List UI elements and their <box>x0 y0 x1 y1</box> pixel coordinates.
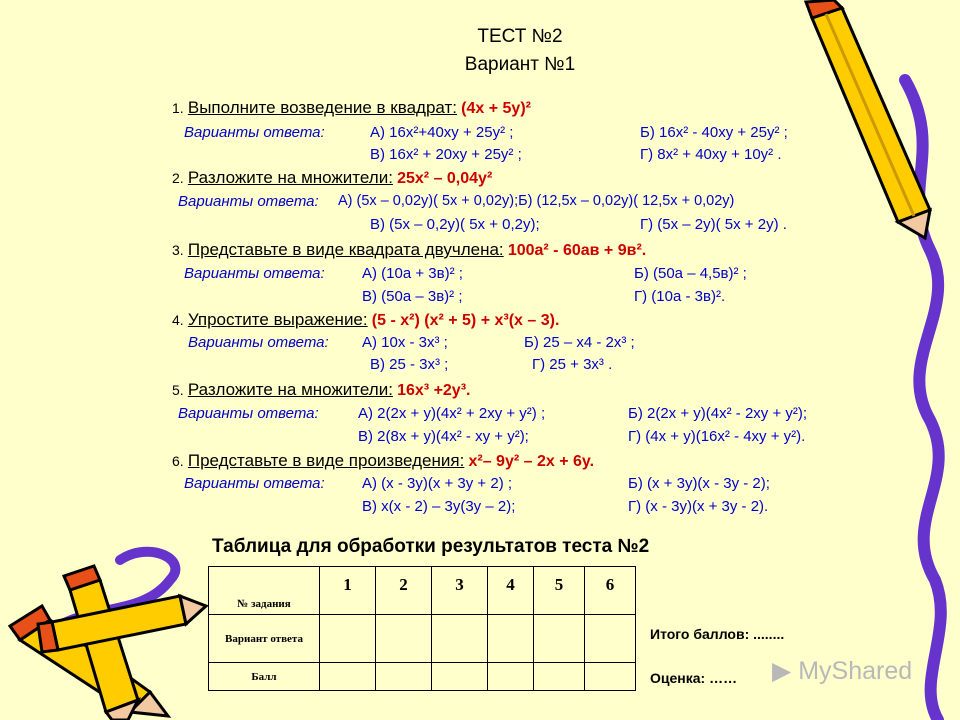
task-3 <box>172 240 646 260</box>
answers-label: Варианты ответа: <box>188 334 329 351</box>
task-text: Упростите выражение: <box>187 310 368 329</box>
answer-d: Г) 25 + 3x³ . <box>532 356 613 373</box>
watermark <box>772 656 912 686</box>
col-header-task: № задания <box>209 567 320 615</box>
row-label-answer: Вариант ответа <box>209 615 320 663</box>
answer-d: Г) (4x + y)(16x² - 4xy + y²). <box>628 428 806 445</box>
answer-b: Б) 25 – x4 - 2x³ ; <box>524 334 635 351</box>
watermark-text: MyShared <box>798 657 913 685</box>
answer-c: В) (50a – 3в)² ; <box>362 288 463 305</box>
task-5 <box>172 380 470 400</box>
task-6 <box>172 451 594 471</box>
answers-label: Варианты ответа: <box>178 193 319 210</box>
answer-d: Г) (x - 3y)(x + 3y - 2). <box>628 498 769 515</box>
answer-d: Г) 8x² + 40xy + 10y² . <box>640 146 782 163</box>
answer-b: Б) 16x² - 40xy + 25y² ; <box>640 124 788 141</box>
task-text: Представьте в виде произведения: <box>187 451 465 470</box>
answer-d: Г) (10a - 3в)². <box>634 288 726 305</box>
answer-a: А) 10x - 3x³ ; <box>362 334 448 351</box>
col-1: 1 <box>320 567 376 615</box>
answer-cell-5[interactable] <box>534 615 585 663</box>
task-expression: (4x + 5y)² <box>461 100 531 117</box>
task-text: Разложите на множители: <box>187 380 393 399</box>
task-number: 4. <box>172 312 184 328</box>
task-expression: 100a² - 60aв + 9в². <box>507 242 647 259</box>
score-cell-2[interactable] <box>376 663 432 691</box>
answer-c: В) 16x² + 20xy + 25y² ; <box>370 146 522 163</box>
answer-c: В) 2(8x + y)(4x² - xy + y²); <box>358 428 529 445</box>
task-expression: 25x² – 0,04y² <box>397 170 493 187</box>
row-label-score: Балл <box>209 663 320 691</box>
score-cell-5[interactable] <box>534 663 585 691</box>
score-cell-1[interactable] <box>320 663 376 691</box>
answer-cell-4[interactable] <box>488 615 534 663</box>
answer-cell-1[interactable] <box>320 615 376 663</box>
task-text: Выполните возведение в квадрат: <box>187 98 457 117</box>
answer-c: В) x(x - 2) – 3y(3y – 2); <box>362 498 516 515</box>
task-expression: x²– 9y² – 2x + 6y. <box>468 453 595 470</box>
task-number: 3. <box>172 242 184 258</box>
answer-a: А) 16x²+40xy + 25y² ; <box>370 124 514 141</box>
col-5: 5 <box>534 567 585 615</box>
answer-c: В) 25 - 3x³ ; <box>370 356 449 373</box>
table-row <box>209 663 636 691</box>
total-score: Итого баллов: ........ <box>650 626 785 642</box>
task-number: 5. <box>172 382 184 398</box>
task-number: 6. <box>172 453 184 469</box>
results-table <box>208 566 636 691</box>
score-cell-3[interactable] <box>432 663 488 691</box>
answer-a: А) 2(2x + y)(4x² + 2xy + y²) ; <box>358 405 546 422</box>
answer-b: Б) (50a – 4,5в)² ; <box>634 265 747 282</box>
task-expression: (5 - x²) (x² + 5) + x³(x – 3). <box>371 312 560 329</box>
watermark-logo-icon: ▶ <box>772 657 792 685</box>
answer-a: А) (x - 3y)(x + 3y + 2) ; <box>362 475 513 492</box>
table-row <box>209 615 636 663</box>
score-cell-6[interactable] <box>585 663 636 691</box>
col-6: 6 <box>585 567 636 615</box>
task-text: Разложите на множители: <box>187 168 393 187</box>
answers-label: Варианты ответа: <box>184 265 325 282</box>
answers-label: Варианты ответа: <box>184 475 325 492</box>
col-4: 4 <box>488 567 534 615</box>
answer-d: Г) (5x – 2y)( 5x + 2y) . <box>640 216 787 233</box>
grade: Оценка: …… <box>650 670 738 686</box>
task-number: 2. <box>172 170 184 186</box>
results-table-title: Таблица для обработки результатов теста №2 <box>212 536 650 557</box>
test-title: ТЕСТ №2 <box>477 26 563 47</box>
answer-cell-2[interactable] <box>376 615 432 663</box>
task-4 <box>172 310 559 330</box>
col-2: 2 <box>376 567 432 615</box>
variant-title: Вариант №1 <box>464 54 576 75</box>
task-number: 1. <box>172 100 184 116</box>
task-text: Представьте в виде квадрата двучлена: <box>187 240 504 259</box>
answer-cell-3[interactable] <box>432 615 488 663</box>
answers-label: Варианты ответа: <box>178 405 319 422</box>
answer-c: В) (5x – 0,2y)( 5x + 0,2y); <box>370 216 540 233</box>
task-expression: 16x³ +2y³. <box>397 382 471 399</box>
task-2 <box>172 168 492 188</box>
answer-b: Б) (x + 3y)(x - 3y - 2); <box>628 475 770 492</box>
answers-label: Варианты ответа: <box>184 124 325 141</box>
score-cell-4[interactable] <box>488 663 534 691</box>
answer-b: Б) 2(2x + y)(4x² - 2xy + y²); <box>628 405 808 422</box>
answer-cell-6[interactable] <box>585 615 636 663</box>
answer-a: А) (10a + 3в)² ; <box>362 265 463 282</box>
table-header-row <box>209 567 636 615</box>
col-3: 3 <box>432 567 488 615</box>
answer-a-b: А) (5x – 0,02y)( 5x + 0,02y);Б) (12,5x – 0,02y)( 12,5x + 0,02y) <box>338 193 735 209</box>
task-1 <box>172 98 531 118</box>
